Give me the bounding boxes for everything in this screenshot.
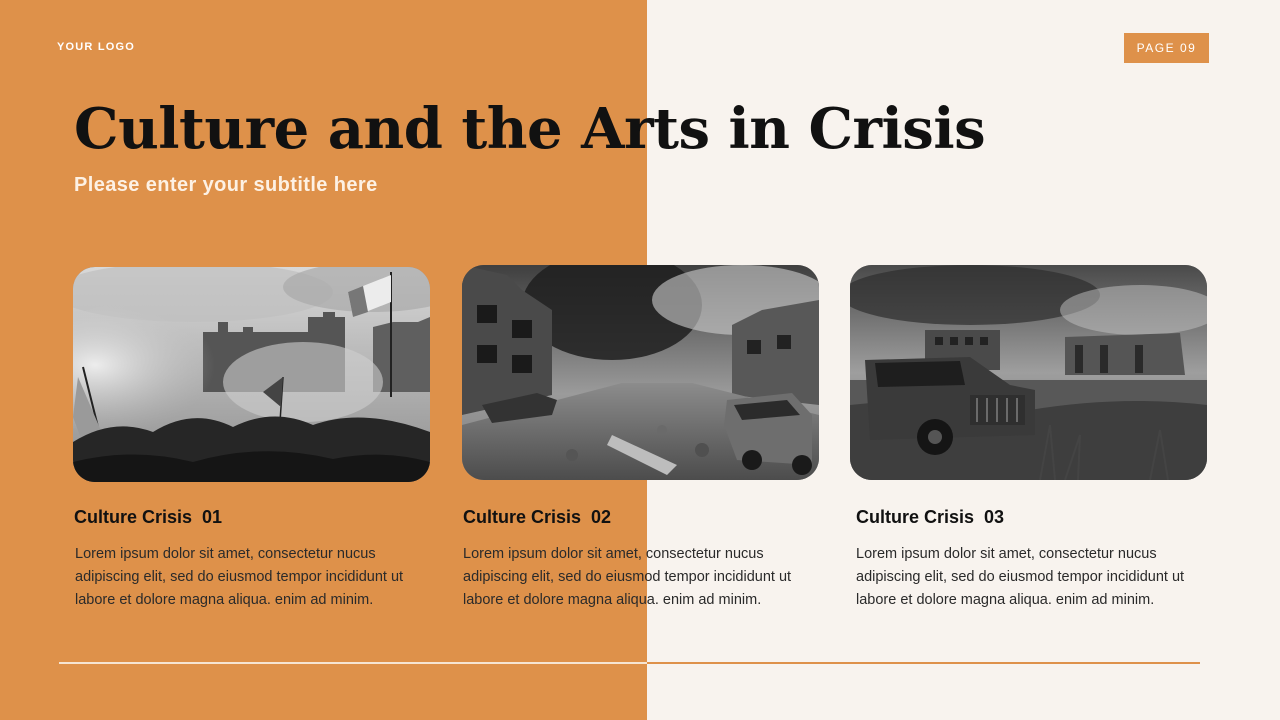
page-subtitle: Please enter your subtitle here [74,174,378,196]
page-title: Culture and the Arts in Crisis [74,96,986,162]
card-title-02: Culture Crisis 02 [463,507,612,527]
card-title-03: Culture Crisis 03 [856,507,1005,527]
logo: YOUR LOGO [57,41,136,53]
footer-divider-right [647,662,1200,664]
card-text-01: Lorem ipsum dolor sit amet, consectetur nucus adipiscing elit, sed do eiusmod tempor incididunt ut labore et dolore magna aliqua. enim ad minim. [75,546,404,608]
card-image-ruined-street [462,265,819,480]
page-number-badge: PAGE 09 [1124,33,1209,63]
footer-divider-left [59,662,647,664]
card-image-abandoned-jeep [850,265,1207,480]
card-text-03: Lorem ipsum dolor sit amet, consectetur nucus adipiscing elit, sed do eiusmod tempor incididunt ut labore et dolore magna aliqua. enim ad minim. [856,546,1185,608]
card-text-02: Lorem ipsum dolor sit amet, consectetur nucus adipiscing elit, sed do eiusmod tempor incididunt ut labore et dolore magna aliqua. enim ad minim. [463,546,792,608]
card-title-01: Culture Crisis 01 [74,507,223,527]
card-image-crowd-castle [73,267,430,482]
